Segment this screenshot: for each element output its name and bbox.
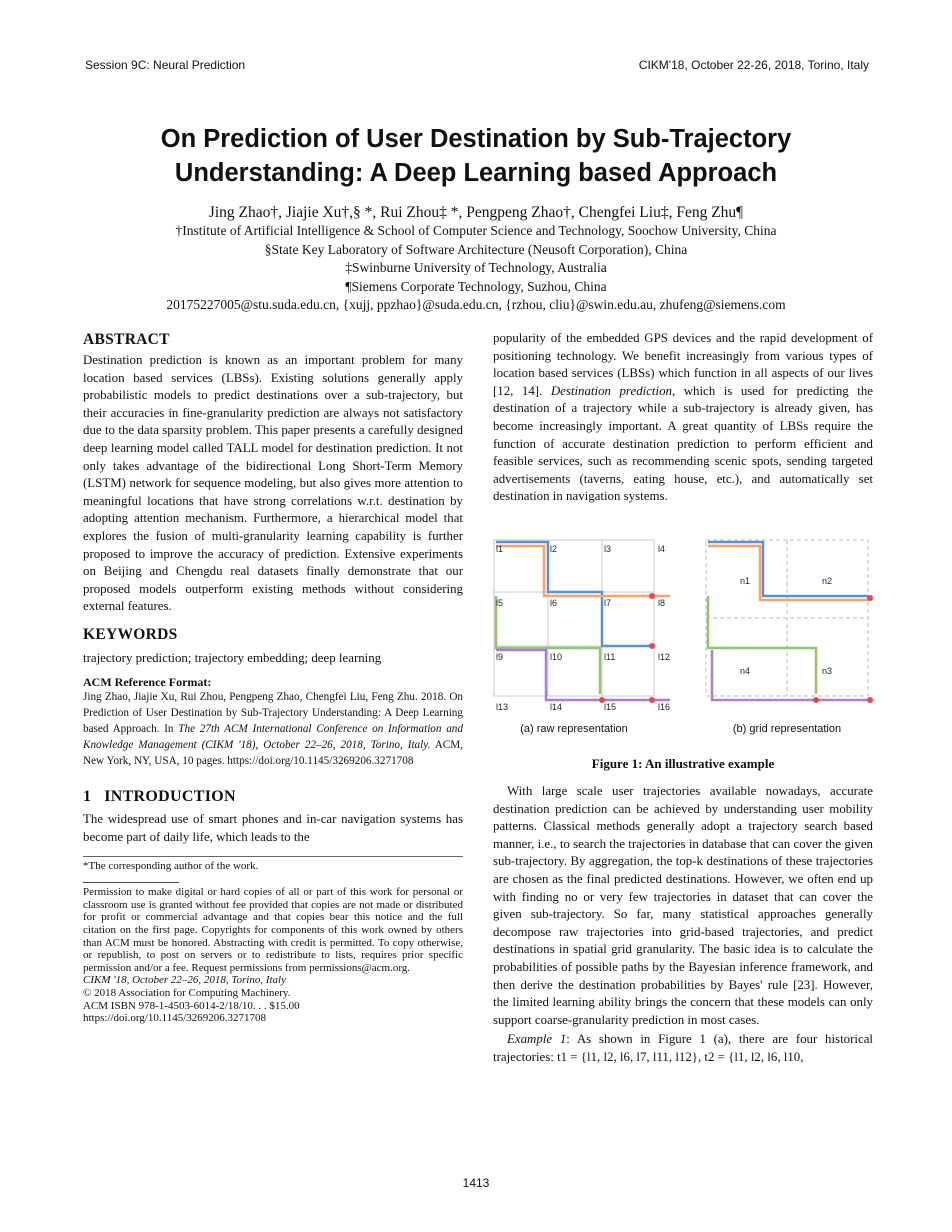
end-point [813,697,819,703]
cell-label: l4 [658,544,666,554]
cell-label: l16 [658,702,671,712]
cell-label: l2 [550,544,558,554]
affiliation-neusoft: §State Key Laboratory of Software Architecture (Neusoft Corporation), China [264,241,688,257]
conference-line: CIKM '18, October 22–26, 2018, Torino, Italy [83,974,287,987]
trajectory-t3-grid [708,596,816,694]
affiliation-swinburne: ‡Swinburne University of Technology, Australia [345,260,607,275]
right-paragraph-1a: popularity of the embedded GPS devices and the rapid development of positioning technology. We benefit increasingly from various types of location based services (LBSs) which function in all aspects of our lives [12, 14]. [493,331,873,398]
copyright-line: © 2018 Association for Computing Machinery. [83,987,291,1000]
trajectory-t2-raw [496,546,670,596]
cell-label: l11 [604,652,616,662]
cell-label: l9 [496,652,504,662]
cell-label: l12 [658,652,671,662]
affiliation-siemens: ¶Siemens Corporate Technology, Suzhou, China [345,278,607,294]
example-1-text: : As shown in Figure 1 (a), there are four historical trajectories: t1 = {l1, l2, l6, l7, l11, l12}, t2 = {l1, l2, l6, l10, [493,1032,873,1064]
keywords-text: trajectory prediction; trajectory embedding; deep learning [83,650,382,665]
affiliation-soochow: †Institute of Artificial Intelligence & School of Computer Science and Technology, Soochow University, China [175,223,777,238]
page-number: 1413 [462,1176,490,1190]
term-destination-prediction: Destination prediction [550,383,672,398]
permission-rule [83,882,179,883]
introduction-heading: 1 INTRODUCTION [83,788,236,806]
example-1-label: Example 1 [507,1032,567,1047]
acm-reference-text-b: ACM, New York, NY, USA, 10 pages. https://doi.org/10.1145/3269206.3271708 [83,739,463,768]
acm-reference-format [83,676,463,770]
acm-reference-text-a: Jing Zhao, Jiajie Xu, Rui Zhou, Pengpeng Zhao, Chengfei Liu, Feng Zhu. 2018. On Prediction of User Destination by Sub-Trajectory Understanding: A Deep Learning based Approach. In [83,691,463,736]
cell-label: l14 [550,702,563,712]
grid-cell-label: n3 [822,666,833,676]
raw-grid [494,540,654,696]
cell-label: l6 [550,598,558,608]
doi-link[interactable]: https://doi.org/10.1145/3269206.3271708 [83,1012,267,1025]
corresponding-author-note: *The corresponding author of the work. [83,860,259,873]
raw-grid-border [494,540,654,696]
running-header-session: Session 9C: Neural Prediction [85,58,246,72]
acm-reference-heading: ACM Reference Format: [83,674,212,689]
trajectory-t2-grid [708,546,870,600]
acm-reference-venue: The 27th ACM International Conference on Information and Knowledge Management (CIKM '18), October 22–26, 2018, Torino, Italy. [83,723,463,752]
keywords-heading: KEYWORDS [83,625,178,643]
cell-label: l5 [496,598,504,608]
right-paragraph-1 [493,330,873,506]
grid-cell-label: n1 [740,576,751,586]
cell-label: l10 [550,652,563,662]
trajectory-t4-grid [712,650,870,700]
right-paragraph-1b: , which is used for predicting the destination of a trajectory while a sub-trajectory is already given, has become increasingly important. A great quantity of LBSs require the function of accurate destination prediction to perform efficient and feasible services, such as recommending scenic spots, sending targeted advertisements (taverns, eating house, etc.), and automatically set destination in navigation systems. [493,383,874,504]
acm-reference-text [83,689,463,769]
end-point [649,643,655,649]
author-block [60,203,892,315]
grid-cell-label: n4 [740,666,751,676]
isbn-line: ACM ISBN 978-1-4503-6014-2/18/10. . . $15.00 [83,999,300,1012]
end-point [649,697,655,703]
permission-notice: Permission to make digital or hard copies of all or part of this work for personal or classroom use is granted without fee provided that copies are not made or distributed for profit or commercial advantage and that copies bear this notice and the full citation on the first page. Copyrights for components of this work owned by others than ACM must be honored. Abstracting with credit is permitted. To copy otherwise, or republish, to post on servers or to redistribute to lists, requires prior specific permission and/or a fee. Request permissions from permissions@acm.org. [83,886,463,974]
introduction-paragraph: The widespread use of smart phones and in-car navigation systems has become part of daily life, which leads to the [83,812,463,844]
right-column-bottom [493,783,873,1067]
end-point [649,593,655,599]
trajectory-t4-raw [496,650,670,700]
running-header-conference: CIKM'18, October 22-26, 2018, Torino, Italy [638,58,869,72]
title-line-2: Understanding: A Deep Learning based Approach [174,159,778,187]
subcaption-a: (a) raw representation [520,723,628,735]
grid-b [706,540,868,696]
paper-title [60,122,892,190]
example-1-paragraph [493,1031,873,1066]
figure-1 [490,538,874,746]
cell-label: l13 [496,702,509,712]
right-column-top [493,330,873,506]
abstract-heading: ABSTRACT [83,331,170,348]
cell-label: l3 [604,544,612,554]
title-line-1: On Prediction of User Destination by Sub-Trajectory [160,125,792,153]
left-column [83,330,463,1025]
author-emails: 20175227005@stu.suda.edu.cn, {xujj, ppzhao}@suda.edu.cn, {rzhou, cliu}@swin.edu.au, zhufeng@siemens.com [166,297,786,312]
cell-label: l8 [658,598,666,608]
footnote-rule [83,856,463,857]
end-point [867,595,873,601]
trajectory-t1-grid [708,542,868,596]
end-point [867,697,873,703]
cell-label: l7 [604,598,612,608]
figure-caption: Figure 1: An illustrative example [591,756,775,771]
subcaption-b: (b) grid representation [732,723,842,735]
right-paragraph-2: With large scale user trajectories available nowadays, accurate destination prediction can be achieved by understanding user mobility patterns. Classical methods generally adopt a trajectory search based manner, i.e., to search the trajectories in database that can cover the given sub-trajectory. By aggregation, the top-k destinations of these trajectories are chosen as the final predicted destinations. However, we often end up with finding no or very few trajectories in dataset that can cover the given sub-trajectory. So far, many statistical approaches generally decompose raw trajectories into grid-based trajectories, and predict destinations in spatial grid granularity. The basic idea is to calculate the probabilities of possible paths by the Bayesian inference framework, and then derive the destination probabilities by Bayes' rule [23]. However, the limited learning ability brings the concern that these models can only support coarse-granularity prediction in most cases. [493,784,873,1027]
cell-label: l1 [496,544,504,554]
abstract-text: Destination prediction is known as an important problem for many location based services (LBSs). Existing solutions generally apply probabilistic models to predict destinations over a sub-trajectory, but their accuracies in fine-granularity prediction are always not satisfactory due to the data sparsity problem. This paper presents a carefully designed deep learning model called TALL model for destination prediction. It not only takes advantage of the bidirectional Long Short-Term Memory (LSTM) network for sequence modeling, but also gives more attention to meaningful locations that have strong correlations w.r.t. destination by adopting attention mechanism. Furthermore, a hierarchical model that explores the fusion of multi-granularity learning capability is further proposed to improve the accuracy of prediction. Extensive experiments on Beijing and Chengdu real datasets finally demonstrate that our proposed models outperform existing methods without considering external features. [83,353,463,614]
author-list: Jing Zhao†, Jiajie Xu†,§ *, Rui Zhou‡ *, Pengpeng Zhao†, Chengfei Liu‡, Feng Zhu¶ [208,204,744,221]
cell-label: l15 [604,702,617,712]
grid-cell-label: n2 [822,576,833,586]
